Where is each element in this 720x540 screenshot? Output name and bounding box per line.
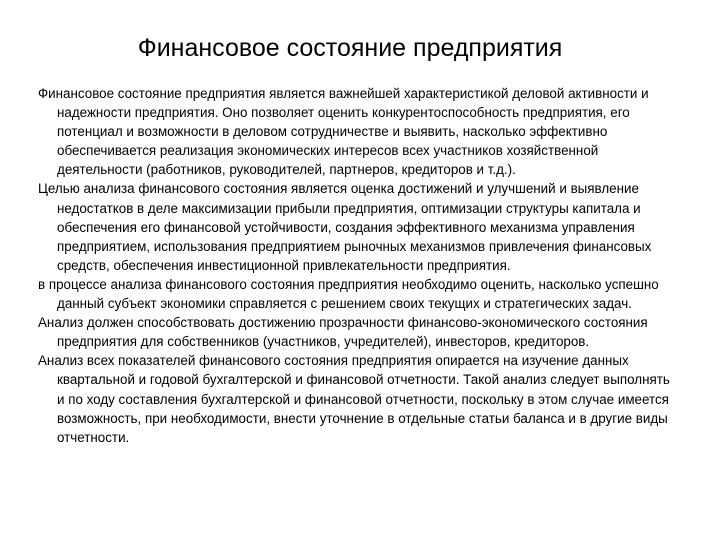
slide-title: Финансовое состояние предприятия [137,34,563,62]
paragraph-analysis-goal: Целью анализа финансового состояния является оценка достижений и улучшений и выявление недостатков в деле максимизации прибыли предприятия, оптимизации структуры капитала и обеспечения его финансовой устойчивости, создания эффективного механизма управления предприятием, использования предприятием рыночных механизмов привлечения финансовых средств, обеспечения инвестиционной привлекательности предприятия. [38,181,652,273]
paragraph-definition: Финансовое состояние предприятия является важнейшей характеристикой деловой активности и надежности предприятия. Оно позволяет оценить конкурентоспособность предприятия, его потенциал и возможности в деловом сотрудничестве и выявить, насколько эффективно обеспечивается реализация экономических интересов всех участников хозяйственной деятельности (работников, руководителей, партнеров, кредиторов и т.д.). [38,86,649,178]
paragraph-transparency: Анализ должен способствовать достижению прозрачности финансово-экономического состояния предприятия для собственников (участников, учредителей), инвесторов, кредиторов. [38,315,648,350]
paragraph-reporting-basis: Анализ всех показателей финансового состояния предприятия опирается на изучение данных квартальной и годовой бухгалтерской и финансовой отчетности. Такой анализ следует выполнять и по ходу составления бухгалтерской и финансовой отчетности, поскольку в этом случае имеется возможность, при необходимости, внести уточнение в отдельные статьи баланса и в другие виды отчетности. [38,353,670,445]
paragraph-assessment-process: в процессе анализа финансового состояния предприятия необходимо оценить, насколько успешно данный субъект экономики справляется с решением своих текущих и стратегических задач. [38,276,659,312]
slide-body [38,84,678,447]
